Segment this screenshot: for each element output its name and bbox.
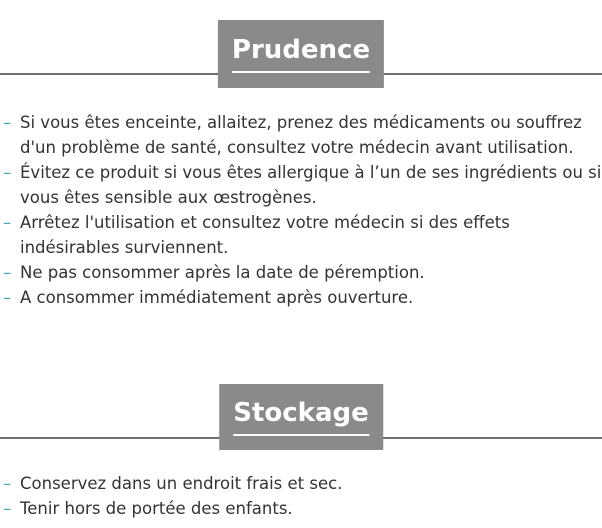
prudence-item [0, 285, 602, 310]
stockage-heading-underline [233, 434, 369, 436]
prudence-heading-badge [218, 20, 384, 88]
stockage-heading: Stockage [233, 398, 369, 428]
prudence-heading-underline [232, 71, 370, 73]
stockage-heading-row [0, 384, 602, 452]
stockage-item-text: Tenir hors de portée des enfants. [20, 499, 293, 518]
stockage-item-text: Conservez dans un endroit frais et sec. [20, 474, 343, 493]
bullet-dash: – [3, 263, 12, 282]
prudence-heading-row [0, 20, 602, 88]
stockage-section [0, 384, 602, 518]
stockage-list [0, 471, 602, 521]
bullet-dash: – [3, 213, 12, 232]
prudence-item [0, 210, 602, 260]
prudence-item-text: Évitez ce produit si vous êtes allergique à l’un de ses ingrédients ou si vous êtes sensible aux œstrogènes. [20, 163, 602, 207]
prudence-item-text: Ne pas consommer après la date de péremption. [20, 263, 425, 282]
bullet-dash: – [3, 474, 12, 493]
stockage-item [0, 471, 602, 496]
prudence-item [0, 110, 602, 160]
prudence-item-text: Si vous êtes enceinte, allaitez, prenez des médicaments ou souffrez d'un problème de santé, consultez votre médecin avant utilisation. [20, 113, 582, 157]
prudence-item [0, 260, 602, 285]
stockage-heading-badge [219, 384, 383, 450]
prudence-list [0, 110, 602, 310]
prudence-item-text: Arrêtez l'utilisation et consultez votre médecin si des effets indésirables surviennent. [20, 213, 510, 257]
bullet-dash: – [3, 113, 12, 132]
stockage-item [0, 496, 602, 521]
prudence-item-text: A consommer immédiatement après ouverture. [20, 288, 414, 307]
bullet-dash: – [3, 288, 12, 307]
prudence-heading: Prudence [231, 35, 371, 65]
bullet-dash: – [3, 163, 12, 182]
prudence-item [0, 160, 602, 210]
prudence-section [0, 20, 602, 307]
bullet-dash: – [3, 499, 12, 518]
